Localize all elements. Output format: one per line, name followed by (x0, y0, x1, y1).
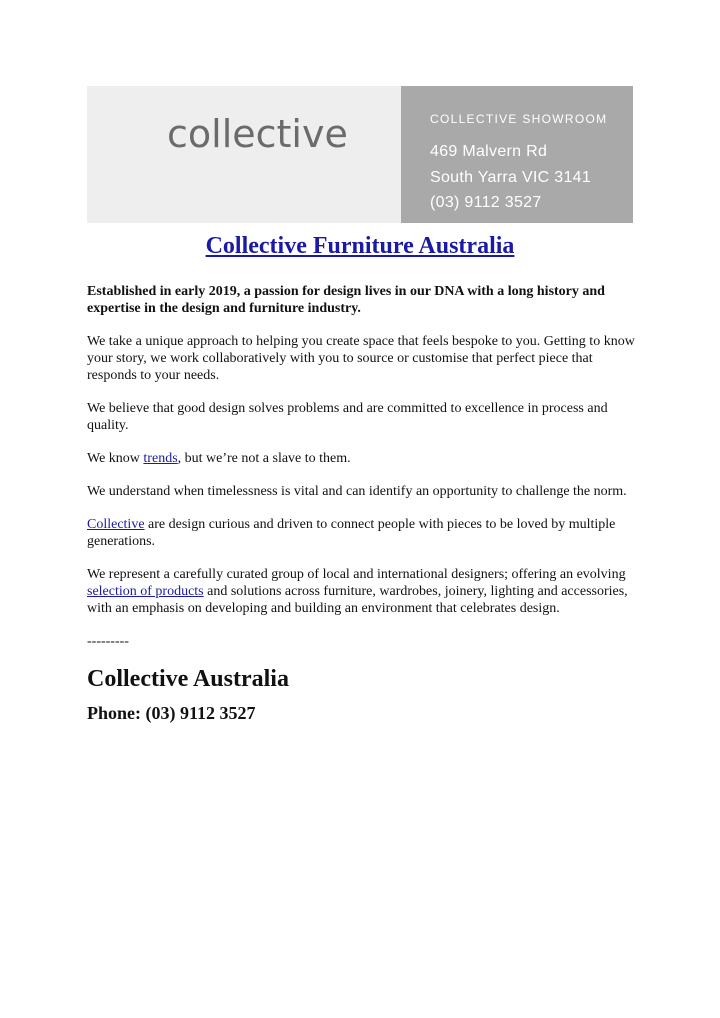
curious-paragraph (87, 516, 635, 550)
company-heading: Collective Australia (87, 666, 289, 692)
collective-link[interactable]: Collective (87, 517, 145, 532)
represent-text-before: We represent a carefully curated group of local and international designers; offering an evolving (87, 567, 626, 582)
page-title[interactable]: Collective Furniture Australia (205, 233, 515, 259)
separator: --------- (87, 634, 129, 649)
collective-logo: collective (167, 112, 348, 156)
trends-text-before: We know (87, 451, 144, 466)
banner-address-panel (401, 86, 633, 223)
address-street: 469 Malvern Rd (430, 143, 548, 160)
curious-text-after: are design curious and driven to connect people with pieces to be loved by multiple generations. (87, 517, 616, 549)
represent-text-after: and solutions across furniture, wardrobes, joinery, lighting and accessories, with an emphasis on developing and building an environment that celebrates design. (87, 584, 628, 616)
address-phone: (03) 9112 3527 (430, 194, 542, 211)
showroom-label: COLLECTIVE SHOWROOM (430, 112, 608, 126)
represent-paragraph (87, 566, 635, 617)
address-suburb: South Yarra VIC 3141 (430, 169, 592, 186)
intro-paragraph: Established in early 2019, a passion for design lives in our DNA with a long history and expertise in the design and furniture industry. (87, 284, 605, 316)
document-body (87, 283, 635, 724)
timeless-paragraph: We understand when timelessness is vital and can identify an opportunity to challenge the norm. (87, 484, 627, 499)
header-banner (87, 86, 633, 223)
selection-of-products-link[interactable]: selection of products (87, 584, 204, 599)
trends-link[interactable]: trends (143, 451, 178, 466)
approach-paragraph: We take a unique approach to helping you create space that feels bespoke to you. Getting to know your story, we work collaboratively with you to source or customise that perfect piece that responds to your needs. (87, 334, 635, 383)
belief-paragraph: We believe that good design solves problems and are committed to excellence in process and quality. (87, 401, 608, 433)
banner-logo-panel (87, 86, 401, 223)
phone-heading: Phone: (03) 9112 3527 (87, 703, 256, 723)
trends-text-after: , but we’re not a slave to them. (177, 451, 351, 466)
trends-paragraph (87, 450, 635, 467)
